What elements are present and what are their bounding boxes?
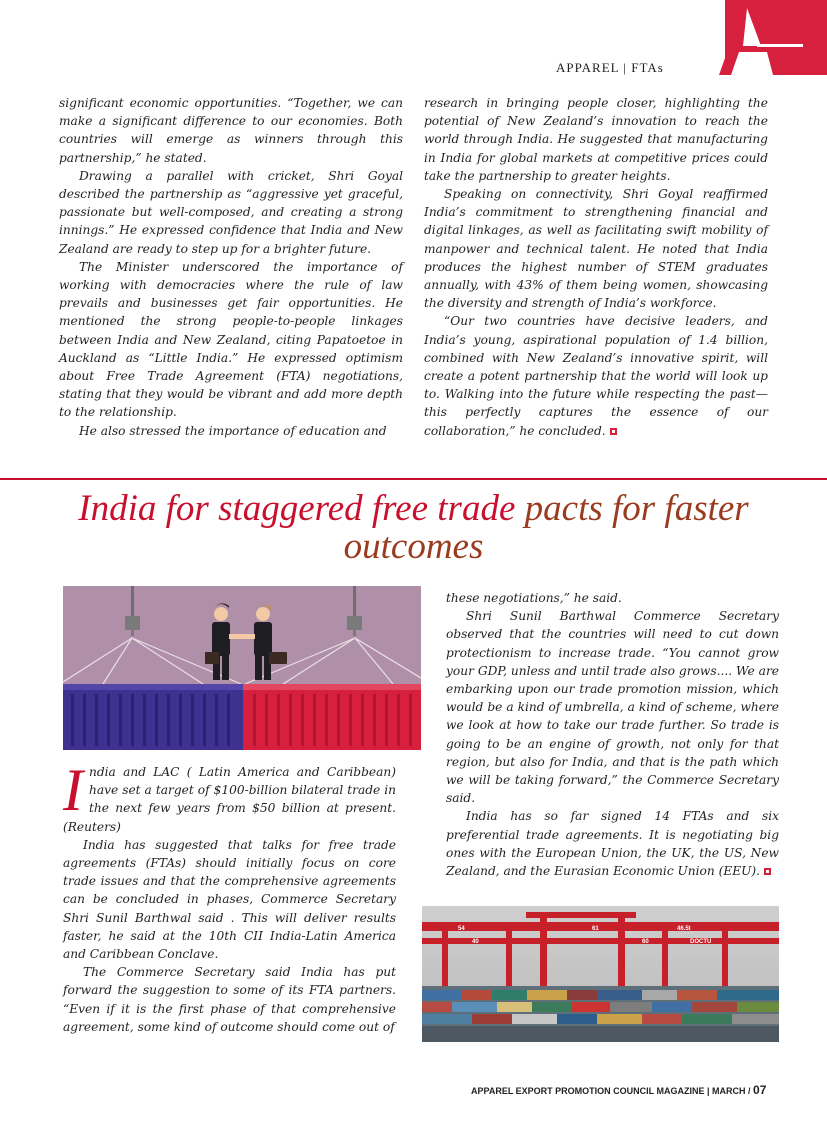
- magazine-name: APPAREL EXPORT PROMOTION COUNCIL MAGAZINE | MARCH /: [471, 1086, 754, 1096]
- crane-label: 60: [642, 939, 649, 945]
- drop-cap: I: [63, 757, 83, 823]
- lead-text: ndia and LAC ( Latin America and Caribbean) have set a target of $100-billion bilateral trade in the next few years from $50 billion at present. (Reuters): [63, 765, 396, 834]
- port-cranes-photo: [422, 906, 779, 1042]
- section-divider: [0, 478, 827, 480]
- paragraph: [446, 807, 779, 880]
- crane-label: DOCTU: [690, 939, 712, 945]
- crane-label: 54: [458, 926, 465, 932]
- paragraph-text: India has so far signed 14 FTAs and six preferential trade agreements. It is negotiating big ones with the European Union, the UK, the US, New Zealand, and the Eurasian Economic Union (EEU).: [446, 809, 779, 879]
- page-number: 07: [753, 1083, 767, 1097]
- article1-right-column: [424, 94, 768, 440]
- section-label: APPAREL | FTAs: [556, 60, 664, 75]
- lead-paragraph: [63, 757, 396, 836]
- crane-label: 40: [472, 939, 479, 945]
- article2-right-column: [446, 589, 779, 880]
- article1-left-column: [59, 94, 403, 440]
- paragraph: The Minister underscored the importance of working with democracies where the rule of law prevails and businesses get fair opportunities. He mentioned the strong people-to-people linkages between India and New Zealand, citing Papatoetoe in Auckland as “Little India.” He expressed optimism about Free Trade Agreement (FTA) negotiations, stating that they would be vibrant and add more depth to the relationship.: [59, 259, 403, 420]
- end-of-article-icon: [764, 868, 771, 875]
- crane-label: 61: [592, 926, 599, 932]
- article2-headline: [40, 490, 787, 566]
- paragraph: India has suggested that talks for free trade agreements (FTAs) should initially focus on core trade issues and that the comprehensive agreements can be concluded in phases, Commerce Secretary Shri Sunil Barthwal said . This will deliver results faster, he said at the 10th CII India-Latin America and Caribbean Conclave.: [63, 837, 396, 962]
- paragraph: research in bringing people closer, highlighting the potential of New Zealand’s innovation to reach the world through India. He suggested that manufacturing in India for global markets at competitive prices could take the partnership to greater heights.: [424, 96, 768, 183]
- paragraph-text: “Our two countries have decisive leaders, and India’s young, aspirational population of 1.4 billion, combined with New Zealand’s innovative spirit, will create a potent partnership that the world will look up to. Walking into the future while respecting the past—this perfectly captures the essence of our collaboration,” he concluded.: [424, 314, 768, 438]
- crane-label: 46.5t: [677, 926, 691, 932]
- paragraph: [424, 312, 768, 439]
- headline-part2: pacts for faster outcomes: [343, 488, 749, 567]
- end-of-article-icon: [610, 428, 617, 435]
- paragraph: significant economic opportunities. “Together, we can make a significant difference to our economies. Both countries will emerge as winners through this partnership,” he stated.: [59, 96, 403, 165]
- paragraph: The Commerce Secretary said India has put forward the suggestion to some of its FTA partners. “Even if it is the first phase of that comprehensive agreement, some kind of outcome should come out of: [63, 965, 396, 1034]
- paragraph: these negotiations,” he said.: [446, 591, 622, 605]
- paragraph: Speaking on connectivity, Shri Goyal reaffirmed India’s commitment to strengthening financial and digital linkages, as well as facilitating swift mobility of manpower and technical talent. He noted that India produces the highest number of STEM graduates annually, with 43% of them being women, showcasing the diversity and strength of India’s workforce.: [424, 187, 768, 311]
- magazine-logo-a: [669, 0, 827, 75]
- paragraph: Drawing a parallel with cricket, Shri Goyal described the partnership as “aggressive yet graceful, passionate but well-composed, and creating a strong innings.” He expressed confidence that India and New Zealand are ready to step up for a brighter future.: [59, 168, 403, 256]
- page-footer: [471, 1083, 766, 1097]
- article2-left-column: [63, 757, 396, 1036]
- handshake-containers-illustration: [63, 586, 421, 750]
- paragraph: He also stressed the importance of education and: [79, 423, 387, 438]
- headline-part1: India for staggered free trade: [78, 488, 525, 529]
- paragraph: Shri Sunil Barthwal Commerce Secretary observed that the countries will need to cut down protectionism to increase trade. “You cannot grow your GDP, unless and until trade also grows.... We are embarking upon our trade promotion mission, which would be a kind of umbrella, a kind of scheme, where we look at how to take our trade further. So trade is going to be an engine of growth, not only for that region, but also for India, and that is the path which we will be taking forward,” the Commerce Secretary said.: [446, 609, 779, 806]
